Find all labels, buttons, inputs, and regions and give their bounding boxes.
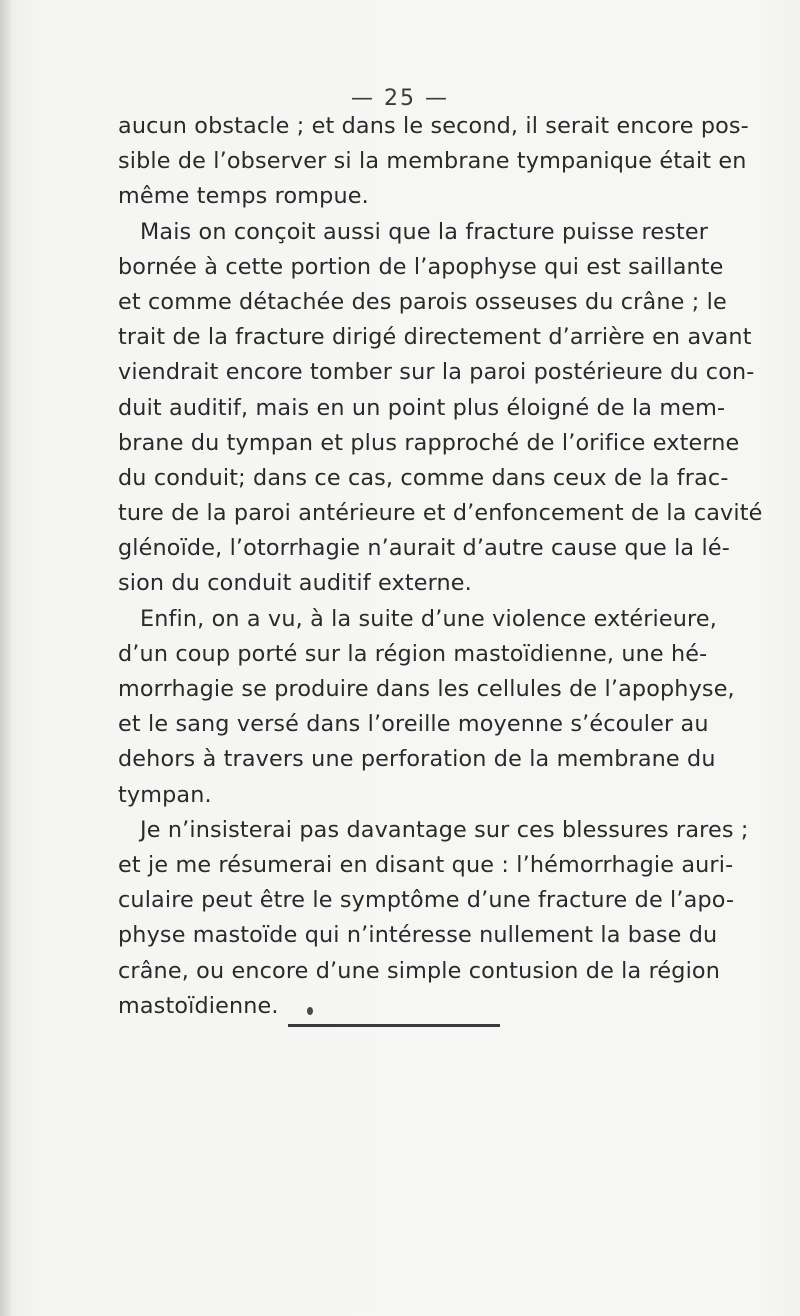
text-line	[118, 109, 749, 144]
text-line-content: culaire peut être le symptôme d’une fracture de l’apo-	[118, 887, 735, 914]
text-line-content: mastoïdienne.	[118, 992, 279, 1019]
text-line-content: ture de la paroi antérieure et d’enfoncement de la cavité	[118, 500, 763, 527]
text-line	[118, 848, 734, 883]
text-line	[118, 602, 717, 637]
text-line	[118, 215, 709, 250]
text-line	[118, 179, 704, 214]
text-line-content: sible de l’observer si la membrane tympanique était en	[118, 148, 747, 175]
text-line-content: du conduit; dans ce cas, comme dans ceux de la frac-	[118, 464, 729, 491]
text-line	[118, 250, 724, 285]
text-line-content: trait de la fracture dirigé directement d’arrière en avant	[118, 324, 752, 351]
ink-spot	[307, 1007, 313, 1015]
text-line	[118, 778, 704, 813]
text-line	[118, 496, 763, 531]
page-number: — 25 —	[351, 86, 449, 111]
text-line	[118, 144, 747, 179]
text-line-content: morrhagie se produire dans les cellules de l’apophyse,	[118, 676, 735, 702]
text-line-content: Je n’insisterai pas davantage sur ces blessures rares ;	[140, 816, 749, 843]
text-line	[118, 742, 716, 777]
section-end-rule	[288, 1024, 500, 1027]
text-line	[118, 954, 720, 989]
text-line	[118, 566, 704, 601]
text-line	[118, 918, 718, 953]
text-line	[118, 813, 749, 848]
text-line-content: glénoïde, l’otorrhagie n’aurait d’autre cause que la lé-	[118, 535, 730, 562]
text-line	[118, 637, 708, 672]
text-line	[118, 989, 704, 1024]
text-line	[118, 426, 740, 461]
text-line	[118, 391, 726, 426]
text-line-content: duit auditif, mais en un point plus éloigné de la mem-	[118, 394, 726, 421]
text-line	[118, 461, 729, 496]
text-line	[118, 672, 735, 707]
body-text	[118, 109, 763, 1024]
text-line	[118, 883, 735, 918]
text-line-content: et comme détachée des parois osseuses du crâne ; le	[118, 288, 727, 315]
text-line	[118, 285, 727, 320]
page-edge-shadow	[0, 0, 12, 1316]
text-line-content: physe mastoïde qui n’intéresse nullement la base du	[118, 922, 718, 949]
text-line	[118, 355, 755, 390]
text-line-content: brane du tympan et plus rapproché de l’orifice externe	[118, 429, 740, 456]
text-line-content: Enfin, on a vu, à la suite d’une violence extérieure,	[140, 605, 717, 632]
text-line-content: d’un coup porté sur la région mastoïdienne, une hé-	[118, 640, 708, 667]
text-line	[118, 707, 709, 742]
text-line	[118, 320, 752, 355]
text-line-content: sion du conduit auditif externe.	[118, 570, 472, 597]
text-line-content: même temps rompue.	[118, 183, 369, 210]
text-line-content: aucun obstacle ; et dans le second, il serait encore pos-	[118, 113, 749, 139]
text-line-content: et le sang versé dans l’oreille moyenne s’écouler au	[118, 711, 709, 738]
text-line-content: Mais on conçoit aussi que la fracture puisse rester	[140, 218, 709, 245]
text-line-content: tympan.	[118, 781, 212, 808]
text-line	[118, 531, 730, 566]
text-line-content: viendrait encore tomber sur la paroi postérieure du con-	[118, 359, 755, 386]
text-line-content: dehors à travers une perforation de la membrane du	[118, 746, 716, 773]
text-line-content: bornée à cette portion de l’apophyse qui est saillante	[118, 253, 724, 280]
text-line-content: et je me résumerai en disant que : l’hémorrhagie auri-	[118, 851, 734, 878]
text-line-content: crâne, ou encore d’une simple contusion de la région	[118, 957, 720, 984]
